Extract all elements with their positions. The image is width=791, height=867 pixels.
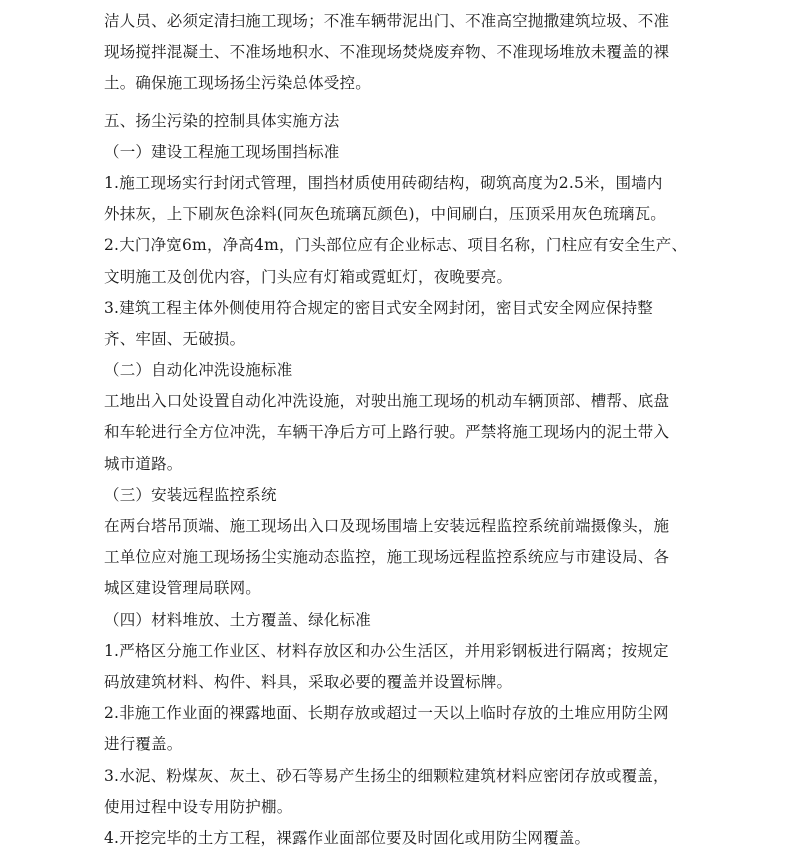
text-line: 2.大门净宽6m，净高4m，门头部位应有企业标志、项目名称，门柱应有安全生产、: [104, 236, 688, 255]
subsection-heading: （四）材料堆放、土方覆盖、绿化标准: [104, 610, 371, 629]
text-line: 4.开挖完毕的土方工程，裸露作业面部位要及时固化或用防尘网覆盖。: [104, 828, 591, 847]
text-line: 3.建筑工程主体外侧使用符合规定的密目式安全网封闭，密目式安全网应保持整: [104, 298, 653, 317]
text-line: 土。确保施工现场扬尘污染总体受控。: [104, 74, 371, 93]
text-line: 城区建设管理局联网。: [104, 579, 262, 598]
text-line: 2.非施工作业面的裸露地面、长期存放或超过一天以上临时存放的土堆应用防尘网: [104, 704, 669, 723]
text-line: 外抹灰，上下刷灰色涂料(同灰色琉璃瓦颜色)，中间刷白，压顶采用灰色琉璃瓦。: [104, 205, 666, 224]
text-line: 洁人员、必须定清扫施工现场；不准车辆带泥出门、不准高空抛撒建筑垃圾、不准: [104, 12, 670, 30]
text-line: 3.水泥、粉煤灰、灰土、砂石等易产生扬尘的细颗粒建筑材料应密闭存放或覆盖，: [104, 766, 669, 785]
text-line: 进行覆盖。: [104, 735, 183, 754]
subsection-heading: （二）自动化冲洗设施标准: [104, 361, 293, 380]
text-line: 齐、牢固、无破损。: [104, 329, 246, 348]
text-line: 在两台塔吊顶端、施工现场出入口及现场围墙上安装远程监控系统前端摄像头，施: [104, 517, 670, 535]
text-line: 和车轮进行全方位冲洗，车辆干净后方可上路行驶。严禁将施工现场内的泥土带入: [104, 423, 670, 442]
text-line: 使用过程中设专用防护棚。: [104, 797, 293, 816]
text-line: 工地出入口处设置自动化冲洗设施，对驶出施工现场的机动车辆顶部、槽帮、底盘: [104, 392, 670, 411]
text-line: 工单位应对施工现场扬尘实施动态监控，施工现场远程监控系统应与市建设局、各: [104, 548, 670, 567]
section-heading: 五、扬尘污染的控制具体实施方法: [104, 111, 340, 130]
text-line: 城市道路。: [104, 454, 183, 473]
document-page: [104, 6, 694, 854]
text-line: 1.施工现场实行封闭式管理，围挡材质使用砖砌结构，砌筑高度为2.5米，围墙内: [104, 173, 663, 192]
subsection-heading: （三）安装远程监控系统: [104, 485, 277, 504]
text-line: 现场搅拌混凝土、不准场地积水、不准现场焚烧废弃物、不准现场堆放未覆盖的裸: [104, 43, 670, 62]
subsection-heading: （一）建设工程施工现场围挡标准: [104, 142, 340, 161]
text-line: 1.严格区分施工作业区、材料存放区和办公生活区，并用彩钢板进行隔离；按规定: [104, 641, 669, 660]
text-line: 文明施工及创优内容，门头应有灯箱或霓虹灯，夜晚要亮。: [104, 267, 513, 286]
text-line: 码放建筑材料、构件、料具，采取必要的覆盖并设置标牌。: [104, 672, 513, 691]
